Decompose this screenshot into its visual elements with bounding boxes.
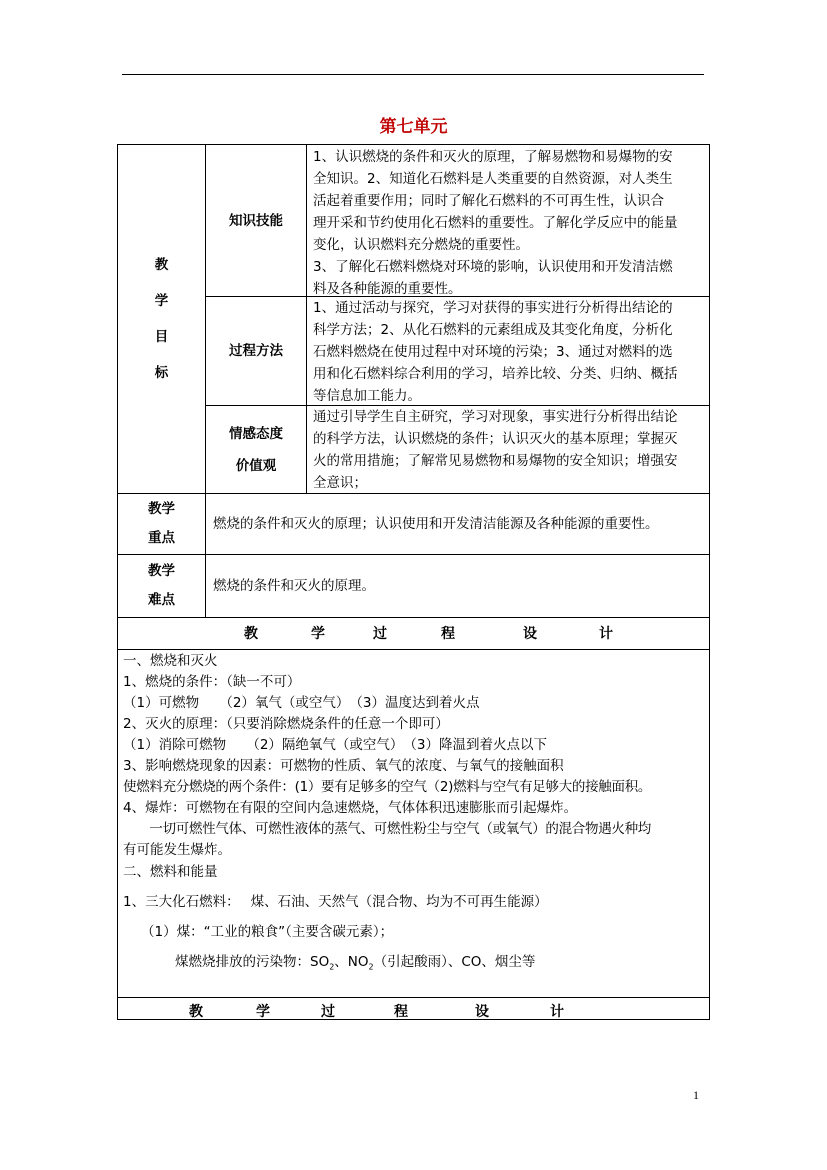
content-fragment: （引起酸雨）、CO、烟尘等: [373, 954, 536, 970]
label-line: 价值观: [235, 457, 277, 474]
header-char: 设: [523, 626, 537, 642]
header-char: 计: [599, 626, 613, 642]
difficulties-label: [118, 555, 205, 617]
text-line: 变化，认识燃料充分燃烧的重要性。: [313, 237, 529, 253]
content-fragment: 、NO: [334, 954, 369, 970]
goal-label-process: 过程方法: [229, 343, 283, 359]
subscript: 2: [368, 962, 374, 972]
text-line: 活起着重要作用；同时了解化石燃料的不可再生性，认识合: [313, 193, 664, 209]
lesson-plan-table: [117, 144, 710, 1020]
text-line: 全意识；: [313, 475, 367, 491]
page-title: 第七单元: [379, 117, 448, 137]
header-char: 计: [550, 1004, 564, 1020]
content-line: 二、燃料和能量: [123, 864, 218, 880]
text-line: 等信息加工能力。: [313, 388, 421, 404]
text-line: 石燃料燃烧在使用过程中对环境的污染；3、通过对燃料的选: [313, 344, 673, 360]
side-label-char: 标: [154, 365, 169, 381]
label-line: 难点: [148, 592, 175, 608]
header-char: 设: [475, 1004, 489, 1020]
text-line: 用和化石燃料综合利用的学习，培养比较、分类、归纳、概括: [313, 366, 678, 382]
content-line: 一切可燃性气体、可燃性液体的蒸气、可燃性粉尘与空气（或氧气）的混合物遇火种均: [123, 821, 651, 837]
goal-text-process: [313, 297, 710, 407]
label-line: 教学: [148, 501, 175, 517]
content-line: 2、灭火的原理：（只要消除燃烧条件的任意一个即可）: [123, 716, 449, 732]
text-line: 全知识。2、知道化石燃料是人类重要的自然资源，对人类生: [313, 171, 673, 187]
difficulties-text: 燃烧的条件和灭火的原理。: [213, 578, 375, 594]
label-line: 情感态度: [229, 425, 283, 442]
process-content: [123, 651, 708, 978]
content-line: 4、爆炸：可燃物在有限的空间内急速燃烧，气体体积迅速膨胀而引起爆炸。: [123, 800, 578, 816]
content-line: （1）煤：“工业的粮食”（主要含碳元素）；: [141, 924, 394, 940]
side-label-char: 学: [154, 293, 169, 309]
text-line: 料及各种能源的重要性。: [313, 281, 462, 297]
row-divider: [118, 649, 710, 650]
goal-text-knowledge: [313, 146, 710, 300]
text-line: 理开采和节约使用化石燃料的重要性。了解化学反应中的能量: [313, 215, 678, 231]
header-char: 过: [321, 1004, 335, 1020]
label-line: 教学: [148, 563, 175, 579]
content-line: （1）消除可燃物 （2）隔绝氧气（或空气） （3）降温到着火点以下: [123, 737, 548, 753]
content-line: 一、燃烧和灭火: [123, 653, 218, 669]
content-line: [123, 952, 708, 978]
content-line: 有可能发生爆炸。: [123, 842, 231, 858]
side-label-char: 教: [154, 257, 169, 273]
key-points-text: 燃烧的条件和灭火的原理；认识使用和开发清洁能源及各种能源的重要性。: [213, 516, 659, 532]
page-number: 1: [693, 1088, 699, 1102]
key-points-label: [118, 494, 205, 554]
text-line: 科学方法；2、从化石燃料的元素组成及其变化角度，分析化: [313, 322, 673, 338]
row-divider: [118, 997, 710, 998]
subscript: 2: [329, 962, 335, 972]
header-char: 程: [394, 1004, 408, 1020]
content-line: 使燃料充分燃烧的两个条件：(1）要有足够多的空气（2)燃料与空气有足够大的接触面积。: [123, 779, 652, 795]
goal-label-knowledge: 知识技能: [229, 212, 283, 229]
column-divider: [306, 145, 307, 493]
text-line: 1、通过活动与探究，学习对获得的事实进行分析得出结论的: [313, 300, 673, 316]
content-line: 3、影响燃烧现象的因素：可燃物的性质、氧气的浓度、与氧气的接触面积: [123, 758, 564, 774]
header-char: 学: [311, 626, 325, 642]
row-divider: [118, 617, 710, 618]
text-line: 的科学方法，认识燃烧的条件；认识灭火的基本原理；掌握灭: [313, 431, 678, 447]
content-fragment: 煤燃烧排放的污染物：SO: [175, 954, 330, 970]
header-char: 过: [373, 626, 387, 642]
header-char: 教: [189, 1004, 203, 1020]
header-rule: [122, 74, 704, 75]
content-line: 1、三大化石燃料： 煤、石油、天然气（混合物、均为不可再生能源）: [123, 894, 548, 910]
text-line: 1、认识燃烧的条件和灭火的原理，了解易燃物和易爆物的安: [313, 149, 673, 165]
text-line: 火的常用措施；了解常见易燃物和易爆物的安全知识；增强安: [313, 453, 678, 469]
goal-label-attitude: [206, 406, 306, 493]
header-char: 学: [256, 1004, 270, 1020]
goal-text-attitude: [313, 406, 710, 494]
header-char: 教: [244, 626, 258, 642]
content-line: 1、燃烧的条件：（缺一不可）: [123, 674, 301, 690]
content-line: （1）可燃物 （2）氧气（或空气） （3）温度达到着火点: [123, 695, 480, 711]
text-line: 3、了解化石燃料燃烧对环境的影响，认识使用和开发清洁燃: [313, 259, 673, 275]
side-label-char: 目: [154, 329, 169, 345]
text-line: 通过引导学生自主研究，学习对现象，事实进行分析得出结论: [313, 409, 678, 425]
header-char: 程: [441, 626, 455, 642]
label-line: 重点: [148, 530, 175, 546]
goals-side-label: [118, 145, 205, 493]
